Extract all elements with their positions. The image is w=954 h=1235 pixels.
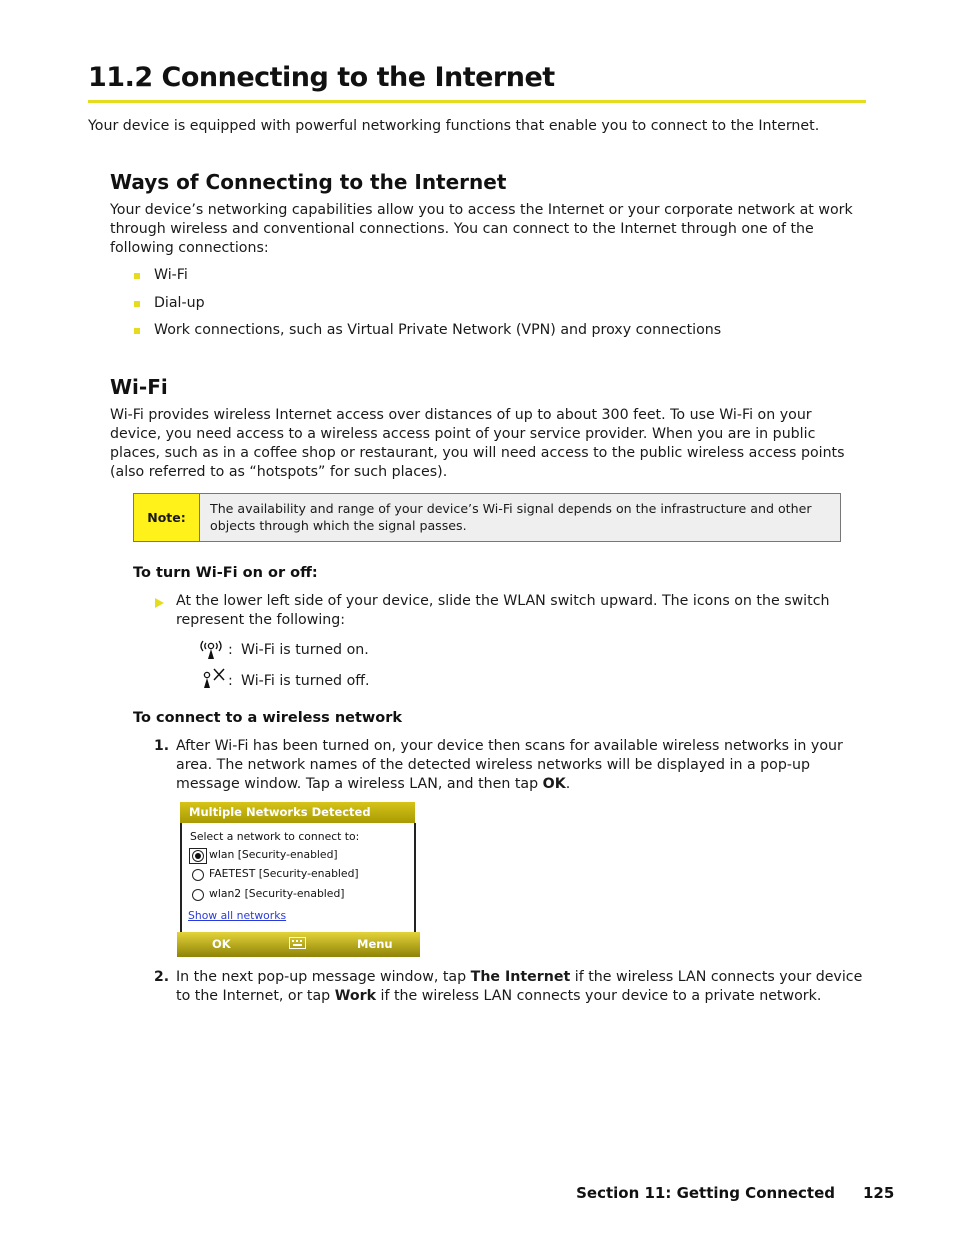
- the-internet-keyword: The Internet: [470, 969, 571, 985]
- list-item: Dial-up: [154, 295, 205, 311]
- step-2-text-a: In the next pop-up message window, tap: [176, 969, 471, 985]
- step-1-text: After Wi-Fi has been turned on, your device then scans for available wireless networks in your area. The network names of the detected wireless networks will be displayed in a pop-up message window. Tap a wireless LAN, and then tap: [176, 738, 843, 792]
- ok-softkey[interactable]: OK: [212, 937, 231, 951]
- wifi-on-icon: [197, 638, 225, 660]
- menu-softkey[interactable]: Menu: [357, 937, 393, 951]
- ok-keyword: OK: [542, 776, 566, 792]
- step-arrow-icon: [155, 598, 164, 608]
- wifi-off-icon: [200, 667, 228, 689]
- network-item-wlan2[interactable]: wlan2 [Security-enabled]: [209, 887, 345, 900]
- wifi-off-colon: :: [228, 673, 233, 689]
- work-keyword: Work: [334, 988, 377, 1004]
- list-item: Work connections, such as Virtual Private Network (VPN) and proxy connections: [154, 322, 722, 338]
- ways-paragraph: Your device’s networking capabilities allow you to access the Internet or your corporate network at work through wireless and conventional connections. You can connect to the Internet through one of the following connections:: [110, 202, 853, 256]
- network-radio-wlan2[interactable]: [192, 889, 204, 901]
- step-2-text-e: if the wireless LAN connects your device to a private network.: [376, 988, 822, 1004]
- wifi-on-text: Wi-Fi is turned on.: [241, 642, 369, 658]
- dialog-prompt: Select a network to connect to:: [190, 830, 360, 843]
- bullet-marker: [134, 273, 140, 279]
- dialog-body: [180, 823, 416, 932]
- intro-paragraph: Your device is equipped with powerful networking functions that enable you to connect to the Internet.: [88, 118, 820, 134]
- ways-heading: Ways of Connecting to the Internet: [110, 170, 507, 194]
- dialog-title: Multiple Networks Detected: [180, 802, 415, 823]
- connect-step-2: [176, 968, 866, 1006]
- chapter-title: 11.2 Connecting to the Internet: [88, 62, 555, 93]
- turn-wifi-step: At the lower left side of your device, slide the WLAN switch upward. The icons on the switch represent the following:: [176, 593, 830, 628]
- list-item: Wi-Fi: [154, 267, 188, 283]
- network-item-faetest[interactable]: FAETEST [Security-enabled]: [209, 867, 359, 880]
- wifi-off-text: Wi-Fi is turned off.: [241, 673, 370, 689]
- network-item-wlan[interactable]: wlan [Security-enabled]: [209, 848, 338, 861]
- turn-wifi-heading: To turn Wi-Fi on or off:: [133, 565, 318, 581]
- bullet-marker: [134, 328, 140, 334]
- wifi-on-colon: :: [228, 642, 233, 658]
- connect-step-1: [176, 737, 866, 794]
- wifi-heading: Wi-Fi: [110, 375, 168, 399]
- connect-heading: To connect to a wireless network: [133, 710, 403, 726]
- wifi-paragraph: Wi-Fi provides wireless Internet access over distances of up to about 300 feet. To use Wi-Fi on your device, you need access to a wireless access point of your service provider. When you are in public places, such as in a coffee shop or restaurant, you will need access to the public wireless access points (also referred to as “hotspots” for such places).: [110, 407, 845, 480]
- network-radio-wlan[interactable]: [192, 850, 204, 862]
- note-box: [133, 493, 841, 542]
- chapter-rule: [88, 100, 866, 103]
- note-label: Note:: [134, 494, 200, 541]
- step-2-text-c: if the wireless LAN connects your device to the Internet, or tap: [176, 969, 863, 1004]
- step-number: 2.: [154, 969, 170, 985]
- footer-section-title: Section 11: Getting Connected: [576, 1184, 835, 1202]
- keyboard-icon[interactable]: [289, 937, 306, 949]
- note-text: The availability and range of your device’s Wi-Fi signal depends on the infrastructure and other objects through which the signal passes.: [210, 501, 812, 533]
- device-screenshot: [177, 802, 420, 957]
- show-all-networks-link[interactable]: Show all networks: [188, 909, 287, 922]
- step-1-end: .: [565, 776, 571, 792]
- page-number: 125: [863, 1184, 895, 1202]
- network-radio-faetest[interactable]: [192, 869, 204, 881]
- bullet-marker: [134, 301, 140, 307]
- step-number: 1.: [154, 738, 170, 754]
- softkey-bar: [177, 932, 420, 957]
